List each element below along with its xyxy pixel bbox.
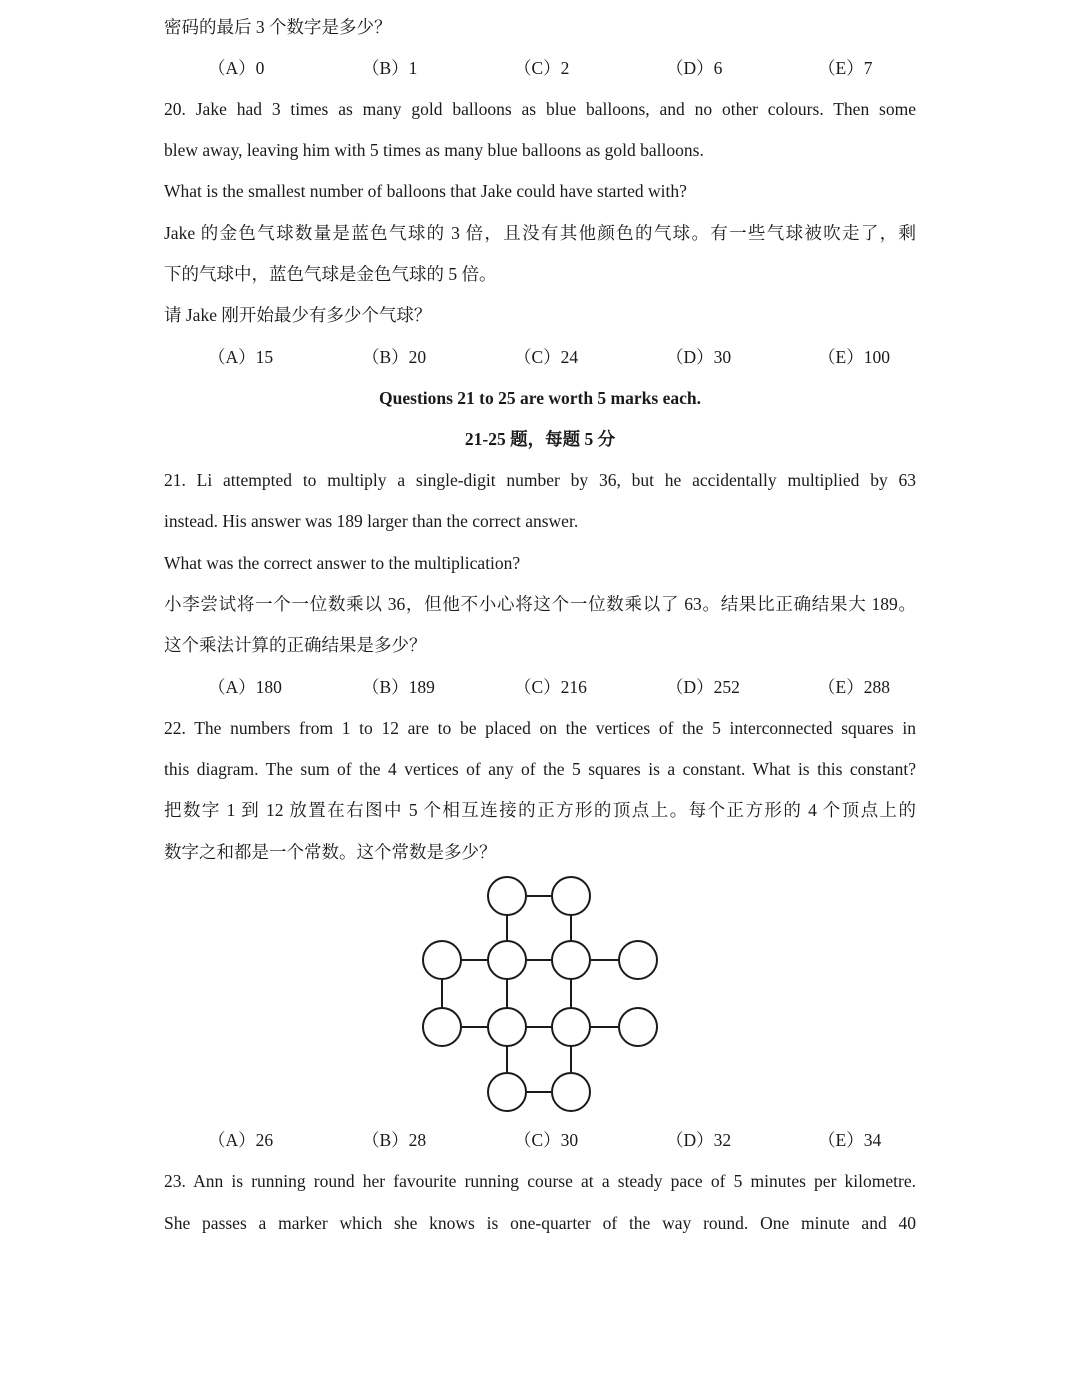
q19-question-tail: 密码的最后 3 个数字是多少？ xyxy=(164,17,392,37)
q21-option-e: （E）288 xyxy=(818,677,890,697)
q22-option-d: （D）32 xyxy=(666,1130,732,1150)
vertex-circle xyxy=(552,1073,590,1111)
q23-text-line-1: 23. Ann is running round her favourite running course at a steady pace of 5 minutes per kilometre. xyxy=(164,1171,916,1191)
q20-zh-line-1: Jake 的金色气球数量是蓝色气球的 3 倍，且没有其他颜色的气球。有一些气球被吹走了，剩 xyxy=(164,223,916,243)
q22-zh-line-2: 数字之和都是一个常数。这个常数是多少？ xyxy=(164,842,497,862)
vertex-circle xyxy=(552,1008,590,1046)
vertex-circle xyxy=(488,877,526,915)
q21-text-line-1: 21. Li attempted to multiply a single-digit number by 36, but he accidentally multiplied by 63 xyxy=(164,470,916,490)
q20-zh-line-3: 请 Jake 刚开始最少有多少个气球？ xyxy=(164,305,432,325)
diagram-vertices xyxy=(423,877,657,1111)
q20-text-line-1: 20. Jake had 3 times as many gold balloons as blue balloons, and no other colours. Then some xyxy=(164,99,916,119)
vertex-circle xyxy=(488,1008,526,1046)
vertex-circle xyxy=(488,941,526,979)
q20-text-line-3: What is the smallest number of balloons that Jake could have started with? xyxy=(164,181,687,201)
q21-zh-line-2: 这个乘法计算的正确结果是多少？ xyxy=(164,635,427,655)
vertex-circle xyxy=(619,1008,657,1046)
q21-text-line-3: What was the correct answer to the multiplication? xyxy=(164,553,521,573)
q21-text-line-2: instead. His answer was 189 larger than the correct answer. xyxy=(164,511,579,531)
q21-option-a: （A）180 xyxy=(208,677,282,697)
q19-option-b: （B）1 xyxy=(362,58,418,78)
q19-option-e: （E）7 xyxy=(818,58,873,78)
q23-text-line-2: She passes a marker which she knows is one-quarter of the way round. One minute and 40 xyxy=(164,1213,916,1233)
five-squares-diagram xyxy=(400,868,680,1118)
q22-option-b: （B）28 xyxy=(362,1130,427,1150)
vertex-circle xyxy=(552,941,590,979)
section-heading-en: Questions 21 to 25 are worth 5 marks each. xyxy=(379,388,701,408)
q22-option-c: （C）30 xyxy=(514,1130,579,1150)
q22-options xyxy=(0,1129,1080,1151)
vertex-circle xyxy=(423,941,461,979)
q19-option-d: （D）6 xyxy=(666,58,723,78)
q21-zh-line-1: 小李尝试将一个一位数乘以 36，但他不小心将这个一位数乘以了 63。结果比正确结果大 189。 xyxy=(164,594,916,614)
vertex-circle xyxy=(619,941,657,979)
q22-text-line-2: this diagram. The sum of the 4 vertices of any of the 5 squares is a constant. What is this constant? xyxy=(164,759,916,779)
q22-zh-line-1: 把数字 1 到 12 放置在右图中 5 个相互连接的正方形的顶点上。每个正方形的 4 个顶点上的 xyxy=(164,800,916,820)
vertex-circle xyxy=(552,877,590,915)
q20-options xyxy=(0,346,1080,368)
q20-option-e: （E）100 xyxy=(818,347,890,367)
q22-option-a: （A）26 xyxy=(208,1130,274,1150)
q19-option-a: （A）0 xyxy=(208,58,265,78)
q20-option-a: （A）15 xyxy=(208,347,274,367)
q20-option-b: （B）20 xyxy=(362,347,427,367)
q19-options xyxy=(0,57,1080,79)
q22-option-e: （E）34 xyxy=(818,1130,882,1150)
q22-text-line-1: 22. The numbers from 1 to 12 are to be placed on the vertices of the 5 interconnected squares in xyxy=(164,718,916,738)
section-heading-zh: 21-25 题，每题 5 分 xyxy=(464,429,616,449)
q20-zh-line-2: 下的气球中，蓝色气球是金色气球的 5 倍。 xyxy=(164,264,497,284)
q21-options xyxy=(0,676,1080,698)
vertex-circle xyxy=(423,1008,461,1046)
q19-option-c: （C）2 xyxy=(514,58,570,78)
q21-option-b: （B）189 xyxy=(362,677,435,697)
diagram-edges xyxy=(442,896,638,1092)
q21-option-d: （D）252 xyxy=(666,677,740,697)
q20-text-line-2: blew away, leaving him with 5 times as many blue balloons as gold balloons. xyxy=(164,140,704,160)
q21-option-c: （C）216 xyxy=(514,677,587,697)
q20-option-d: （D）30 xyxy=(666,347,732,367)
q20-option-c: （C）24 xyxy=(514,347,579,367)
vertex-circle xyxy=(488,1073,526,1111)
